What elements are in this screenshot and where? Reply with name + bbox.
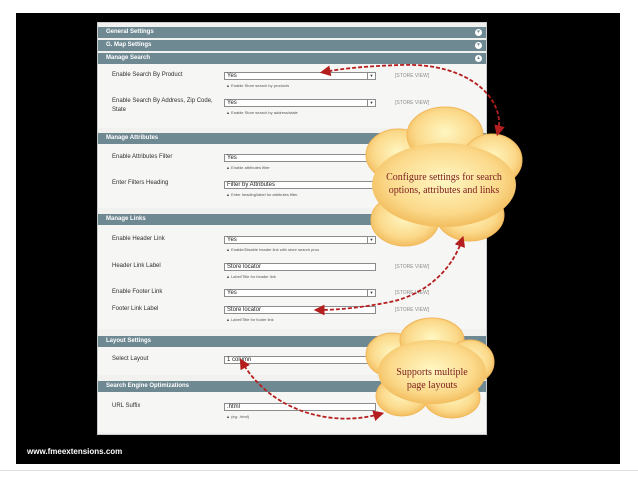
scope-label: [STORE VIEW]	[395, 100, 430, 106]
top-callout-line2: options, attributes and links	[388, 185, 500, 196]
section-title: Manage Links	[106, 216, 146, 222]
field-label: Enable Search By Address, Zip Code, State	[112, 98, 213, 113]
footer-url: www.fmeextensions.com	[27, 447, 123, 456]
bottom-callout-line2: page layouts	[406, 380, 458, 391]
select-value: Yes	[227, 73, 237, 79]
field-note: ▲ Label/Title for header link	[226, 274, 276, 279]
scope-label: [STORE VIEW]	[395, 290, 430, 296]
top-callout-line1: Configure settings for search	[386, 172, 502, 183]
divider	[0, 470, 638, 471]
arrow-to-links	[318, 240, 462, 310]
field-label: Enable Search By Product	[112, 72, 183, 78]
field-note: ▲ Enable/Disable header link with store search prou	[226, 247, 320, 252]
select-value: 1 column	[227, 357, 252, 363]
collapse-toggle-icon[interactable]: ▾	[475, 29, 482, 36]
select-value: Yes	[227, 237, 237, 243]
field-note: ▲ Enable attributes filter	[226, 165, 270, 170]
field-note: ▲ (eg: .html)	[226, 414, 250, 419]
section-title: Search Engine Optimizations	[106, 383, 190, 389]
section-title: G. Map Settings	[106, 42, 152, 48]
footer-link-label-input[interactable]: Store locator	[224, 306, 376, 314]
section-title: General Settings	[106, 29, 154, 35]
field-label: Header Link Label	[112, 263, 161, 269]
section-title: Layout Settings	[106, 338, 152, 344]
field-note: ▲ Enable Store search by address/state	[226, 110, 298, 115]
select-value: Yes	[227, 290, 237, 296]
url-suffix-input[interactable]: .html	[224, 403, 376, 411]
scope-label: [STORE VIEW]	[395, 264, 430, 270]
dropdown-arrow-icon: ▼	[367, 73, 375, 79]
dropdown-arrow-icon: ▼	[367, 237, 375, 243]
field-note: ▲ Enable Store search by products	[226, 83, 290, 88]
section-title: Manage Search	[106, 55, 151, 61]
arrow-to-layout	[242, 362, 380, 419]
scope-label: [STORE VIEW]	[395, 73, 430, 79]
field-note: ▲ Enter heading/label for attributes filter	[226, 192, 298, 197]
filters-heading-input[interactable]: Filter by Attributes	[224, 181, 376, 189]
section-title: Manage Attributes	[106, 135, 159, 141]
collapse-toggle-icon[interactable]: ▾	[475, 42, 482, 49]
field-label: Enable Footer Link	[112, 289, 163, 295]
dropdown-arrow-icon: ▼	[367, 290, 375, 296]
field-label: Enter Filters Heading	[112, 180, 169, 186]
dropdown-arrow-icon: ▼	[367, 100, 375, 106]
expand-toggle-icon[interactable]: ▴	[475, 55, 482, 62]
scope-label: [STORE VIEW]	[395, 307, 430, 313]
field-label: Enable Attributes Filter	[112, 154, 173, 160]
header-link-label-input[interactable]: Store locator	[224, 263, 376, 271]
field-label: Select Layout	[112, 356, 149, 362]
field-label: Footer Link Label	[112, 306, 159, 312]
field-label: URL Suffix	[112, 403, 141, 409]
select-value: Yes	[227, 155, 237, 161]
field-note: ▲ Label/Title for footer link	[226, 317, 274, 322]
field-label: Enable Header Link	[112, 236, 165, 242]
select-value: Yes	[227, 100, 237, 106]
bottom-callout-line1: Supports multiple	[396, 367, 468, 378]
